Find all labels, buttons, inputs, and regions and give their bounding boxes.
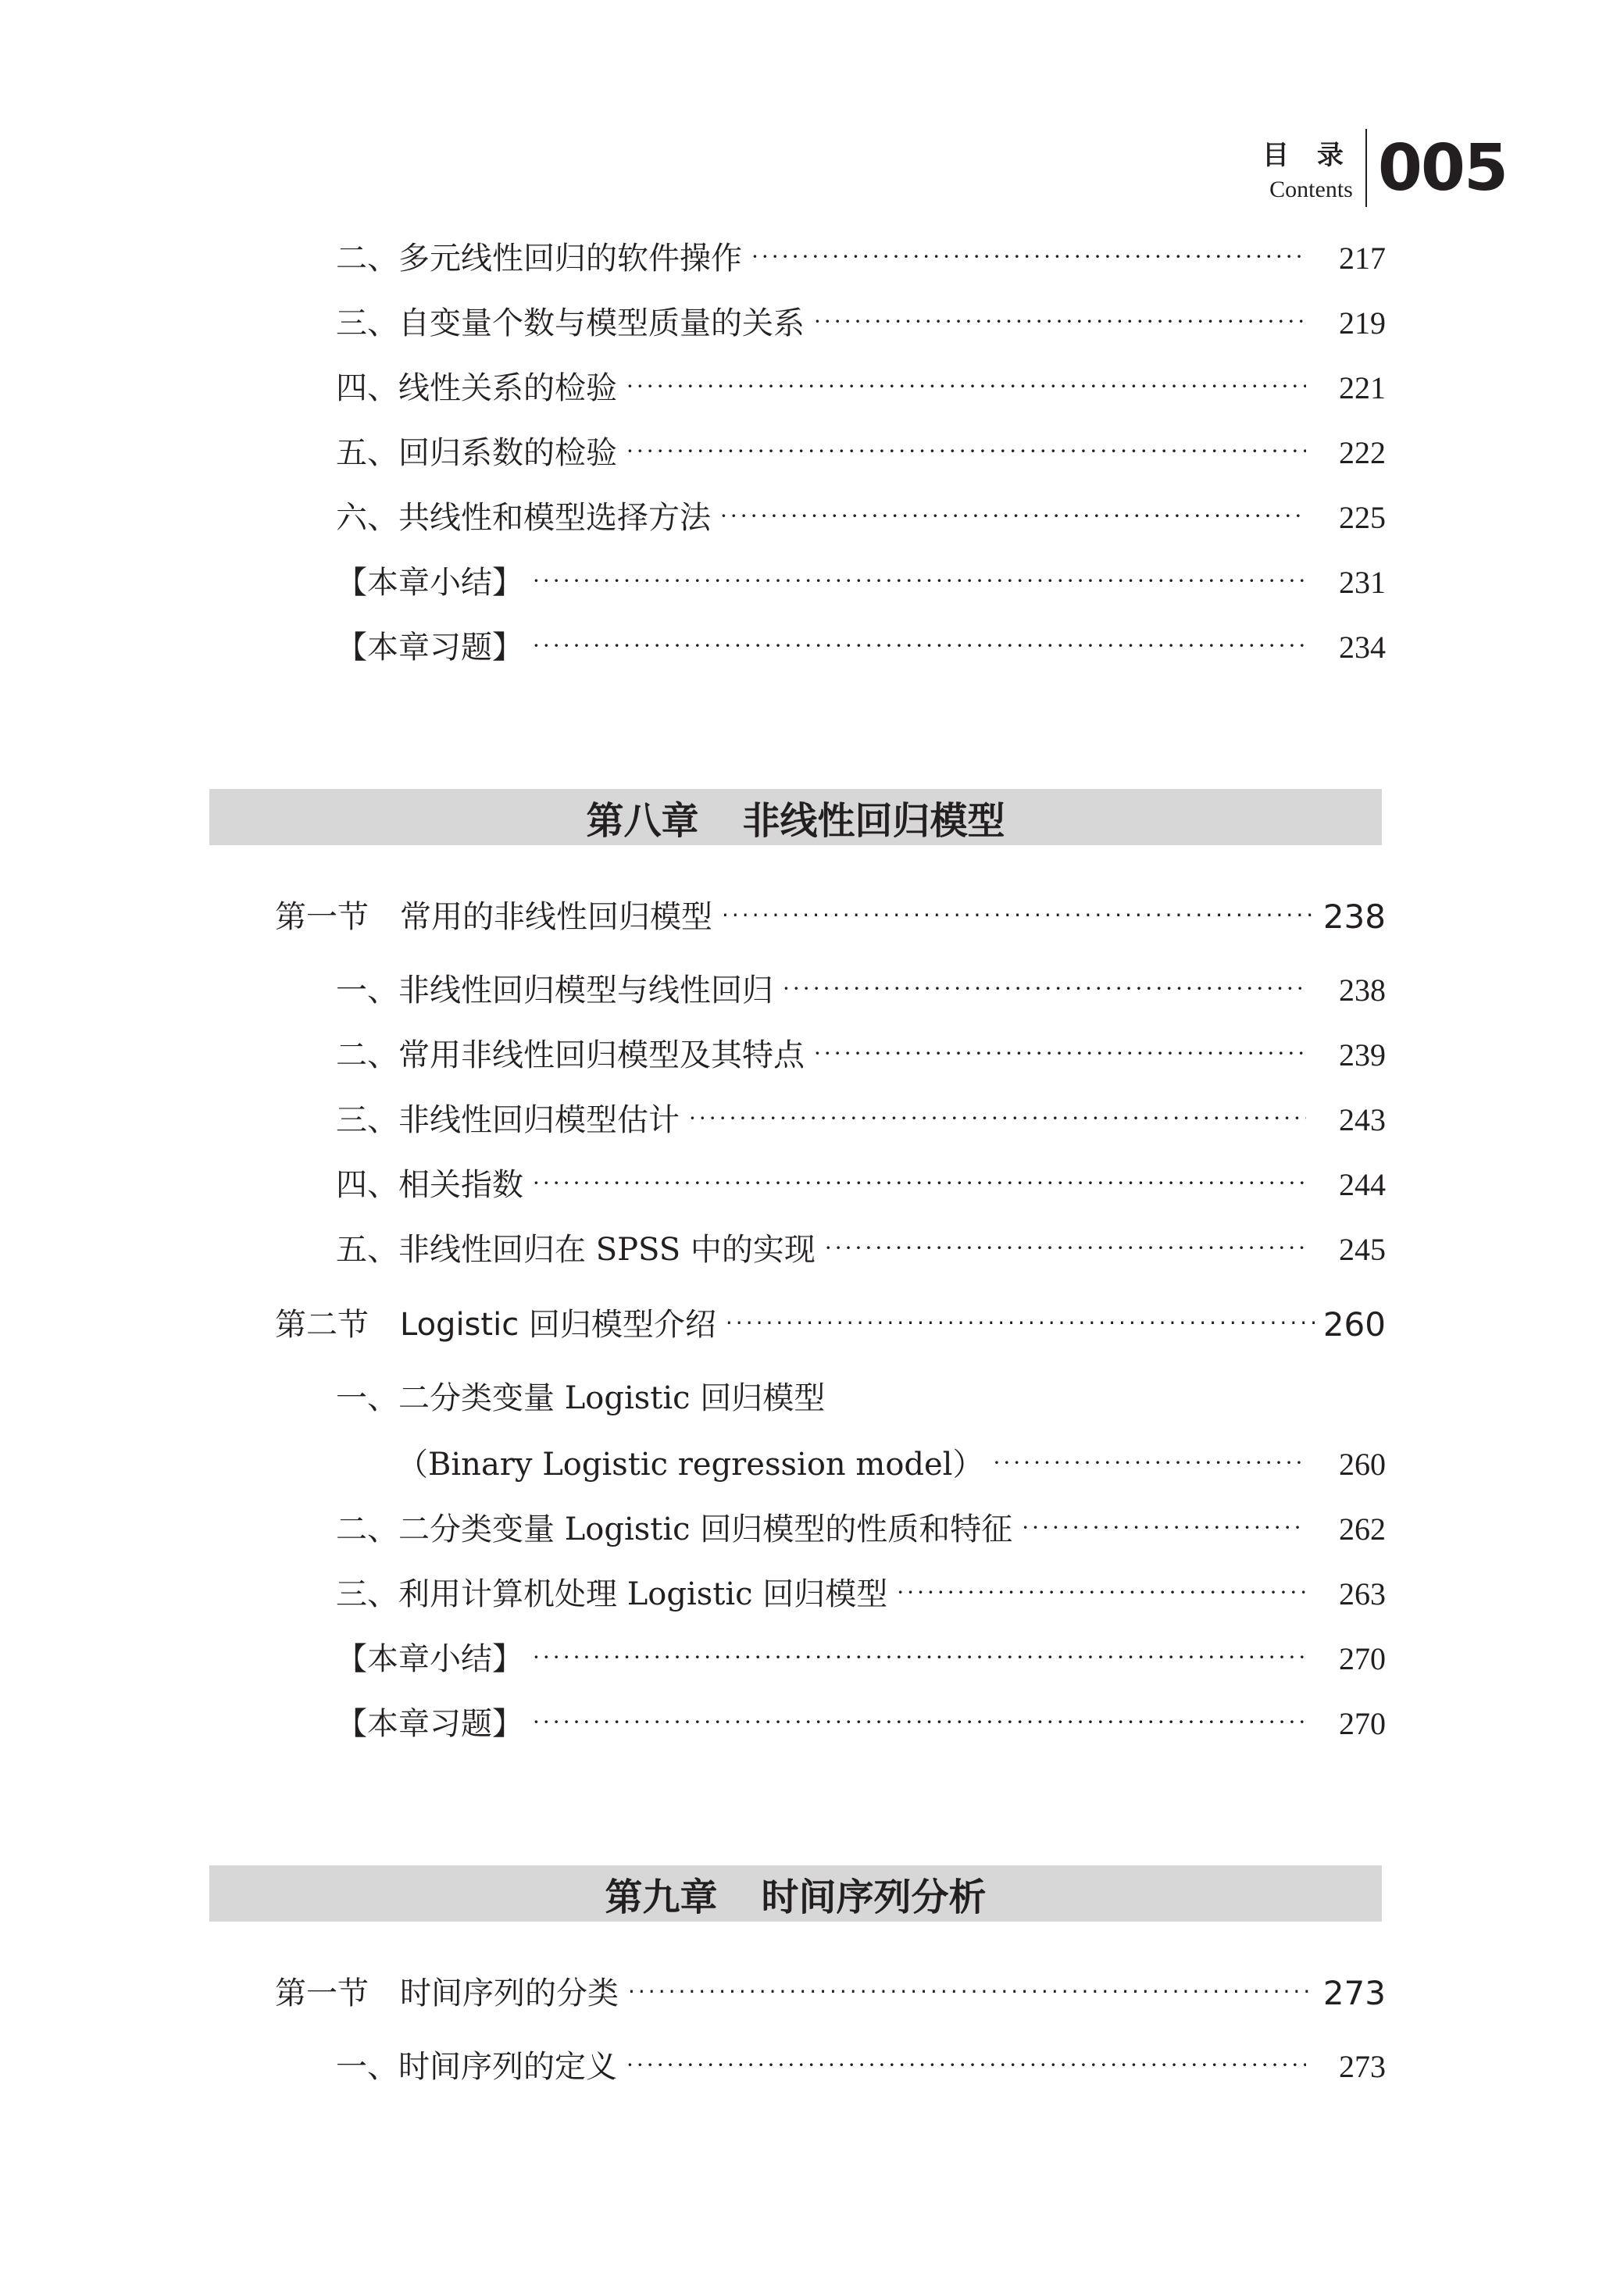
toc-entry-first-line[interactable]: 一、二分类变量 Logistic 回归模型 <box>336 1380 826 1416</box>
toc-entry[interactable] <box>397 1444 1386 1483</box>
toc-entry-page: 238 <box>1339 973 1386 1008</box>
toc-section-label: 第一节 常用的非线性回归模型 <box>275 899 712 935</box>
header-text <box>1262 134 1365 203</box>
toc-entry[interactable] <box>336 368 1386 407</box>
toc-entry[interactable] <box>336 498 1386 537</box>
toc-entry[interactable] <box>336 433 1386 472</box>
leader-dots <box>523 1639 1306 1676</box>
leader-dots <box>805 303 1306 341</box>
toc-entry[interactable] <box>336 1639 1386 1678</box>
toc-entry[interactable] <box>336 1165 1386 1204</box>
leader-dots <box>1012 1509 1306 1547</box>
toc-entry-label: 六、共线性和模型选择方法 <box>336 500 711 536</box>
toc-entry-page: 217 <box>1339 241 1386 276</box>
header-subtitle: Contents <box>1269 176 1353 202</box>
toc-entry-label: 【本章习题】 <box>336 1706 523 1742</box>
toc-entry[interactable] <box>336 1230 1386 1269</box>
toc-entry-page: 222 <box>1339 435 1386 470</box>
leader-dots <box>523 627 1306 665</box>
toc-entry[interactable] <box>336 1574 1386 1613</box>
toc-entry-page: 270 <box>1339 1641 1386 1676</box>
toc-entry-page: 239 <box>1339 1037 1386 1073</box>
leader-dots <box>712 897 1315 934</box>
chapter-title: 非线性回归模型 <box>742 798 1005 843</box>
leader-dots <box>711 498 1306 535</box>
toc-entry[interactable] <box>336 970 1386 1009</box>
toc-entry-label: 五、回归系数的检验 <box>336 435 617 471</box>
toc-entry-page: 219 <box>1339 305 1386 341</box>
toc-entry-label: 一、时间序列的定义 <box>336 2049 617 2085</box>
chapter-title: 时间序列分析 <box>761 1875 987 1919</box>
leader-dots <box>617 433 1306 470</box>
leader-dots <box>716 1305 1315 1342</box>
toc-entry-page: 273 <box>1339 2049 1386 2084</box>
toc-entry-page: 221 <box>1339 370 1386 405</box>
toc-entry-page: 260 <box>1339 1447 1386 1482</box>
header-title: 目 录 <box>1262 139 1353 171</box>
toc-entry[interactable] <box>336 1035 1386 1074</box>
toc-section-label: 第二节 Logistic 回归模型介绍 <box>275 1307 716 1343</box>
leader-dots <box>523 1165 1306 1202</box>
leader-dots <box>680 1100 1306 1137</box>
chapter-number: 第八章 <box>586 798 699 843</box>
chapter-number: 第九章 <box>605 1875 718 1919</box>
toc-entry-page: 244 <box>1339 1167 1386 1202</box>
toc-entry-label: 【本章小结】 <box>336 1641 523 1677</box>
leader-dots <box>742 238 1306 276</box>
toc-entry-label: 三、利用计算机处理 Logistic 回归模型 <box>336 1576 888 1612</box>
toc-entry[interactable] <box>336 238 1386 277</box>
toc-entry-label: 四、线性关系的检验 <box>336 370 617 406</box>
chapter-heading[interactable] <box>209 789 1382 845</box>
page-number: 005 <box>1377 130 1507 205</box>
toc-section[interactable] <box>275 1305 1386 1344</box>
leader-dots <box>617 368 1306 405</box>
toc-entry-label: 三、自变量个数与模型质量的关系 <box>336 305 805 341</box>
toc-entry-page: 262 <box>1339 1512 1386 1547</box>
toc-entry[interactable] <box>336 1100 1386 1139</box>
leader-dots <box>617 2047 1306 2084</box>
leader-dots <box>773 970 1306 1008</box>
toc-section-page: 273 <box>1322 1974 1386 2012</box>
toc-entry-page: 243 <box>1339 1102 1386 1137</box>
toc-section[interactable] <box>275 1973 1386 2012</box>
toc-entry[interactable] <box>336 303 1386 342</box>
toc-entry[interactable] <box>336 627 1386 666</box>
toc-entry-label: 一、非线性回归模型与线性回归 <box>336 973 773 1008</box>
toc-entry-label: 二、二分类变量 Logistic 回归模型的性质和特征 <box>336 1512 1013 1547</box>
toc-entry-page: 231 <box>1339 565 1386 600</box>
toc-entry-label: 【本章小结】 <box>336 565 523 601</box>
leader-dots <box>523 1704 1306 1741</box>
toc-entry[interactable] <box>336 562 1386 601</box>
toc-entry[interactable] <box>336 1704 1386 1743</box>
leader-dots <box>887 1574 1306 1611</box>
toc-entry-page: 234 <box>1339 630 1386 665</box>
leader-dots <box>816 1230 1306 1267</box>
leader-dots <box>523 562 1306 600</box>
toc-entry-label: 二、常用非线性回归模型及其特点 <box>336 1037 805 1073</box>
toc-entry-label: 四、相关指数 <box>336 1167 523 1203</box>
toc-entry-label: 【本章习题】 <box>336 630 523 666</box>
leader-dots <box>805 1035 1306 1073</box>
toc-entry-page: 270 <box>1339 1706 1386 1741</box>
running-header <box>1262 125 1507 211</box>
toc-entry-label: （Binary Logistic regression model） <box>397 1447 984 1483</box>
toc-section-label: 第一节 时间序列的分类 <box>275 1976 619 2011</box>
toc-entry-label: 三、非线性回归模型估计 <box>336 1102 680 1138</box>
toc-section-page: 238 <box>1322 898 1386 936</box>
toc-entry-label: 五、非线性回归在 SPSS 中的实现 <box>336 1232 816 1268</box>
toc-entry[interactable] <box>336 2047 1386 2086</box>
chapter-heading[interactable] <box>209 1865 1382 1922</box>
toc-entry[interactable] <box>336 1509 1386 1548</box>
toc-entry-page: 245 <box>1339 1232 1386 1267</box>
toc-entry-page: 225 <box>1339 500 1386 535</box>
toc-section-page: 260 <box>1322 1305 1386 1344</box>
toc-section[interactable] <box>275 897 1386 936</box>
toc-entry-page: 263 <box>1339 1576 1386 1611</box>
toc-entry-label: 二、多元线性回归的软件操作 <box>336 241 742 277</box>
leader-dots <box>983 1444 1306 1482</box>
leader-dots <box>619 1973 1315 2011</box>
